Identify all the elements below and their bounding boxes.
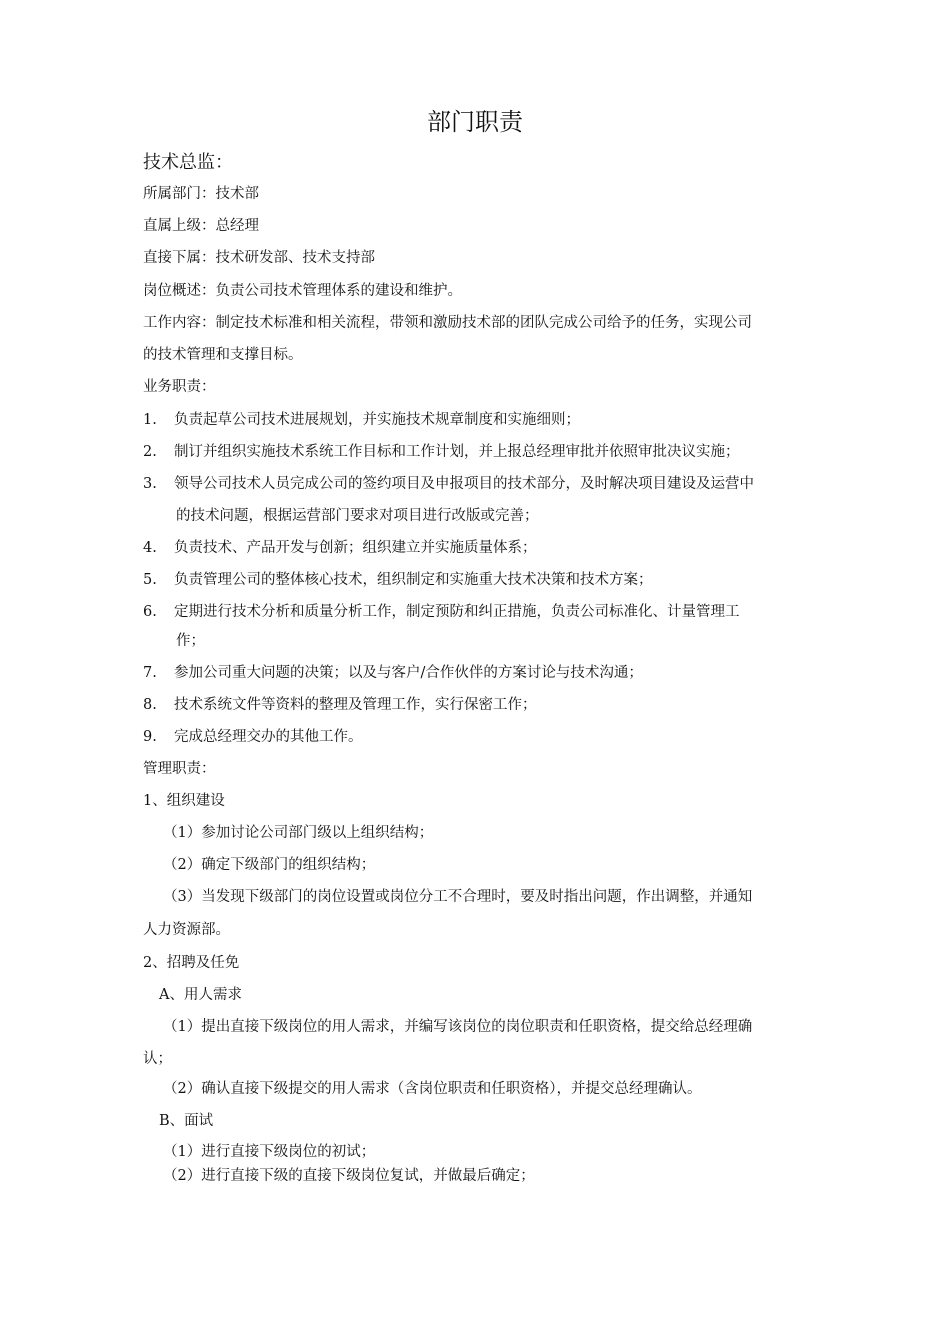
work-content-line-cont: 的技术管理和支撑目标。 (143, 347, 303, 363)
item-number: 5. (143, 572, 157, 588)
hiring-heading: 2、招聘及任免 (143, 955, 240, 971)
hiring-subheading-b: B、面试 (159, 1113, 214, 1129)
item-number: 6. (143, 604, 157, 620)
superior-line: 直属上级：总经理 (143, 218, 259, 234)
item-number: 1. (143, 412, 157, 428)
item-number: 7. (143, 665, 157, 681)
business-item (143, 570, 653, 590)
item-text: 完成总经理交办的其他工作。 (174, 729, 363, 745)
item-text: 制订并组织实施技术系统工作目标和工作计划，并上报总经理审批并依照审批决议实施； (174, 444, 740, 460)
business-heading: 业务职责： (143, 379, 216, 395)
item-text: 定期进行技术分析和质量分析工作，制定预防和纠正措施，负责公司标准化、计量管理工 (174, 604, 740, 620)
org-heading: 1、组织建设 (143, 793, 225, 809)
item-text: 负责管理公司的整体核心技术，组织制定和实施重大技术决策和技术方案； (174, 572, 653, 588)
business-item (143, 474, 754, 494)
page-title: 部门职责 (427, 108, 523, 136)
business-item (143, 695, 537, 715)
business-item-cont: 的技术问题，根据运营部门要求对项目进行改版或完善； (176, 508, 539, 524)
overview-line: 岗位概述：负责公司技术管理体系的建设和维护。 (143, 283, 462, 299)
business-item (143, 410, 580, 430)
org-item: （2）确定下级部门的组织结构； (163, 857, 376, 873)
item-number: 9. (143, 729, 157, 745)
business-item (143, 727, 363, 747)
hiring-subheading-a: A、用人需求 (159, 987, 242, 1003)
item-text: 技术系统文件等资料的整理及管理工作，实行保密工作； (174, 697, 537, 713)
hiring-item: （1）进行直接下级岗位的初试； (163, 1144, 376, 1160)
org-item-cont: 人力资源部。 (143, 922, 230, 938)
hiring-item: （2）确认直接下级提交的用人需求（含岗位职责和任职资格），并提交总经理确认。 (163, 1081, 702, 1097)
org-item: （3）当发现下级部门的岗位设置或岗位分工不合理时，要及时指出问题，作出调整，并通知 (163, 889, 753, 905)
position-heading: 技术总监： (143, 152, 233, 173)
subordinates-line: 直接下属：技术研发部、技术支持部 (143, 250, 375, 266)
hiring-item-cont: 认； (143, 1051, 172, 1067)
item-text: 负责技术、产品开发与创新；组织建立并实施质量体系； (174, 540, 537, 556)
org-item: （1）参加讨论公司部门级以上组织结构； (163, 825, 434, 841)
hiring-item: （1）提出直接下级岗位的用人需求，并编写该岗位的岗位职责和任职资格，提交给总经理确 (163, 1019, 753, 1035)
item-text: 领导公司技术人员完成公司的签约项目及申报项目的技术部分，及时解决项目建设及运营中 (174, 476, 754, 492)
business-item-cont: 作； (176, 633, 205, 649)
item-number: 3. (143, 476, 157, 492)
management-heading: 管理职责： (143, 761, 216, 777)
item-text: 参加公司重大问题的决策；以及与客户/合作伙伴的方案讨论与技术沟通； (174, 665, 643, 681)
business-item (143, 663, 643, 683)
item-text: 负责起草公司技术进展规划，并实施技术规章制度和实施细则； (174, 412, 580, 428)
hiring-item: （2）进行直接下级的直接下级岗位复试，并做最后确定； (163, 1168, 535, 1184)
business-item (143, 602, 740, 622)
item-number: 2. (143, 444, 157, 460)
business-item (143, 442, 740, 462)
item-number: 4. (143, 540, 157, 556)
item-number: 8. (143, 697, 157, 713)
department-line: 所属部门：技术部 (143, 186, 259, 202)
work-content-line: 工作内容：制定技术标准和相关流程，带领和激励技术部的团队完成公司给予的任务，实现公司 (143, 315, 752, 331)
business-item (143, 538, 537, 558)
